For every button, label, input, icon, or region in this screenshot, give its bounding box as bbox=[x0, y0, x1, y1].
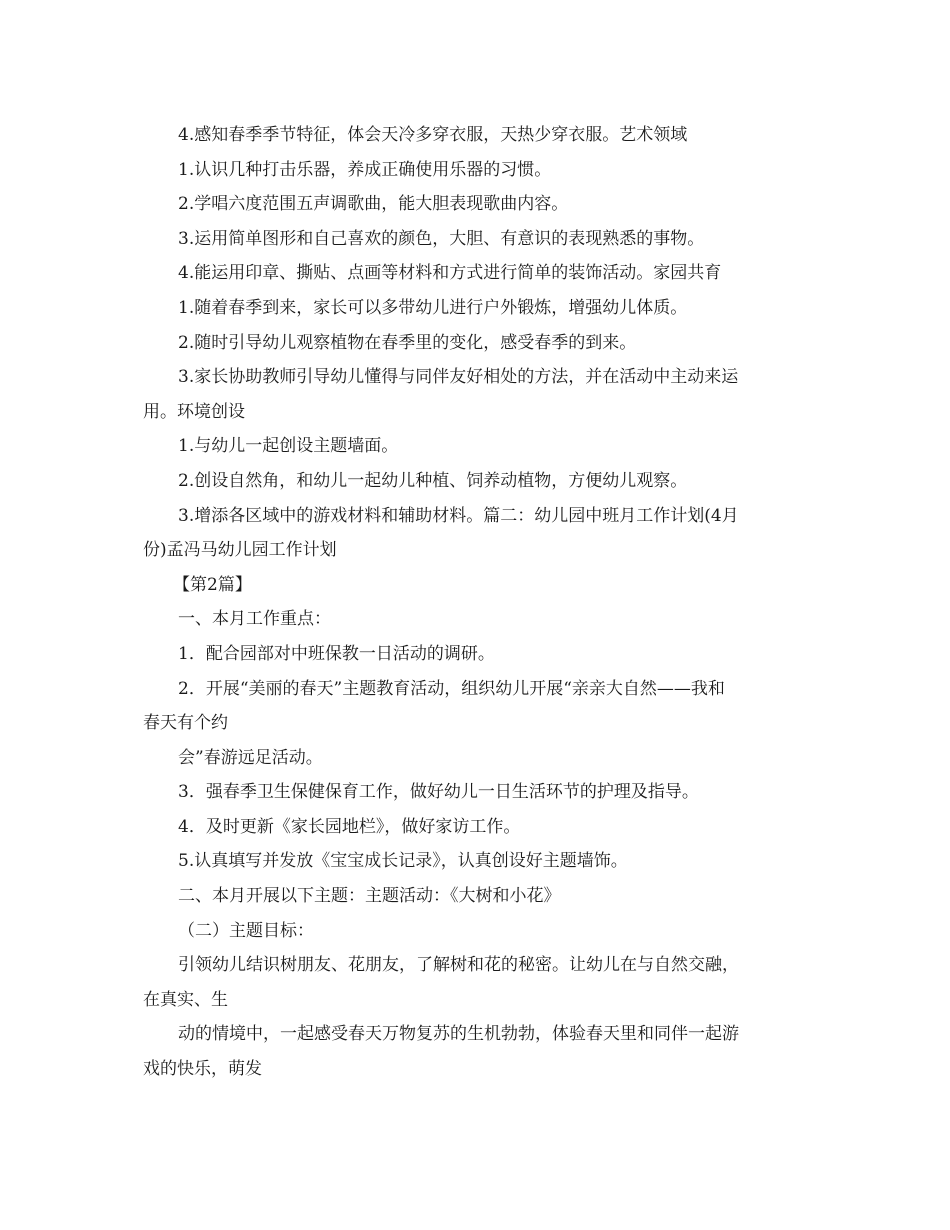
text-line: 1．配合园部对中班保教一日活动的调研。 bbox=[178, 643, 495, 664]
text-line: 3.增添各区域中的游戏材料和辅助材料。篇二：幼儿园中班月工作计划(4月 bbox=[178, 505, 739, 526]
text-line: 2.学唱六度范围五声调歌曲，能大胆表现歌曲内容。 bbox=[178, 194, 569, 215]
text-line: 戏的快乐，萌发 bbox=[143, 1059, 262, 1080]
text-line: 2．开展“美丽的春天”主题教育活动，组织幼儿开展“亲亲大自然——我和 bbox=[178, 678, 725, 699]
text-line: 4.感知春季季节特征，体会天冷多穿衣服，天热少穿衣服。艺术领域 bbox=[178, 125, 688, 145]
text-line: 一、本月工作重点： bbox=[178, 609, 331, 630]
text-line: 在真实、生 bbox=[143, 989, 228, 1010]
text-line: 1.认识几种打击乐器，养成正确使用乐器的习惯。 bbox=[178, 159, 552, 180]
text-line: 1.与幼儿一起创设主题墙面。 bbox=[178, 436, 399, 457]
text-line: 2.创设自然角，和幼儿一起幼儿种植、饲养动植物，方便幼儿观察。 bbox=[178, 470, 688, 491]
text-line: 4．及时更新《家长园地栏》，做好家访工作。 bbox=[178, 816, 521, 837]
document-body bbox=[143, 118, 823, 1087]
text-line: 份)孟冯马幼儿园工作计划 bbox=[143, 540, 337, 561]
text-line: 5.认真填写并发放《宝宝成长记录》，认真创设好主题墙饰。 bbox=[178, 851, 628, 872]
text-line: 春天有个约 bbox=[143, 713, 228, 734]
text-line: 二、本月开展以下主题：主题活动：《大树和小花》 bbox=[178, 886, 561, 907]
text-line: 动的情境中，一起感受春天万物复苏的生机勃勃，体验春天里和同伴一起游 bbox=[178, 1024, 739, 1045]
text-line: 3.运用简单图形和自己喜欢的颜色，大胆、有意识的表现熟悉的事物。 bbox=[178, 228, 705, 249]
text-line: 3．强春季卫生保健保育工作，做好幼儿一日生活环节的护理及指导。 bbox=[178, 782, 699, 803]
text-line: 4.能运用印章、撕贴、点画等材料和方式进行简单的装饰活动。家园共育 bbox=[178, 263, 722, 284]
text-line: 用。环境创设 bbox=[143, 401, 245, 422]
text-line: 1.随着春季到来，家长可以多带幼儿进行户外锻炼，增强幼儿体质。 bbox=[178, 297, 688, 318]
section-heading: 【第2篇】 bbox=[173, 574, 252, 595]
text-line: 会”春游远足活动。 bbox=[178, 747, 323, 768]
text-line: 3.家长协助教师引导幼儿懂得与同伴友好相处的方法，并在活动中主动来运 bbox=[178, 367, 739, 388]
text-line: 引领幼儿结识树朋友、花朋友，了解树和花的秘密。让幼儿在与自然交融， bbox=[178, 955, 739, 976]
text-line: （二）主题目标： bbox=[178, 920, 314, 941]
text-line: 2.随时引导幼儿观察植物在春季里的变化，感受春季的到来。 bbox=[178, 332, 637, 353]
